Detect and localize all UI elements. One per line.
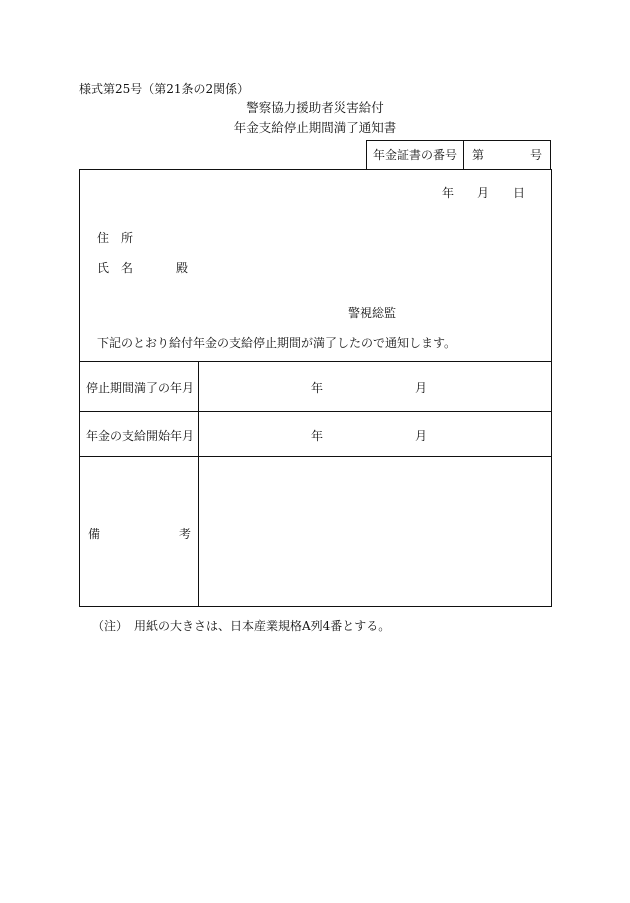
certificate-number-go: 号: [530, 148, 543, 162]
remarks-label-2: 考: [179, 527, 192, 541]
divider: [80, 411, 551, 412]
payment-start-label: 年金の支給開始年月: [86, 429, 195, 443]
certificate-number-box: [366, 140, 551, 169]
certificate-number-label: 年金証書の番号: [367, 141, 464, 169]
date-day: 日: [513, 186, 526, 200]
name-label: 氏 名: [97, 261, 134, 275]
column-divider: [198, 361, 199, 607]
divider: [80, 361, 551, 362]
footnote: （注） 用紙の大きさは、日本産業規格A列4番とする。: [92, 619, 391, 633]
form-number: 様式第25号（第21条の2関係）: [79, 82, 250, 96]
suspension-end-year: 年: [311, 381, 324, 395]
date-year: 年: [442, 186, 455, 200]
suspension-end-label: 停止期間満了の年月: [86, 381, 195, 395]
remarks-label-1: 備: [88, 527, 101, 541]
document-title-line1: 警察協力援助者災害給付: [246, 100, 384, 115]
notice-form: [79, 169, 552, 607]
honorific: 殿: [176, 261, 189, 275]
address-label: 住 所: [97, 231, 134, 245]
issuer: 警視総監: [348, 306, 397, 320]
suspension-end-month: 月: [415, 381, 428, 395]
document-title-line2: 年金支給停止期間満了通知書: [233, 120, 397, 135]
date-month: 月: [477, 186, 490, 200]
certificate-number-dai: 第: [472, 148, 485, 162]
payment-start-month: 月: [415, 429, 428, 443]
payment-start-year: 年: [311, 429, 324, 443]
divider: [80, 456, 551, 457]
notice-body-text: 下記のとおり給付年金の支給停止期間が満了したので通知します。: [97, 336, 457, 350]
